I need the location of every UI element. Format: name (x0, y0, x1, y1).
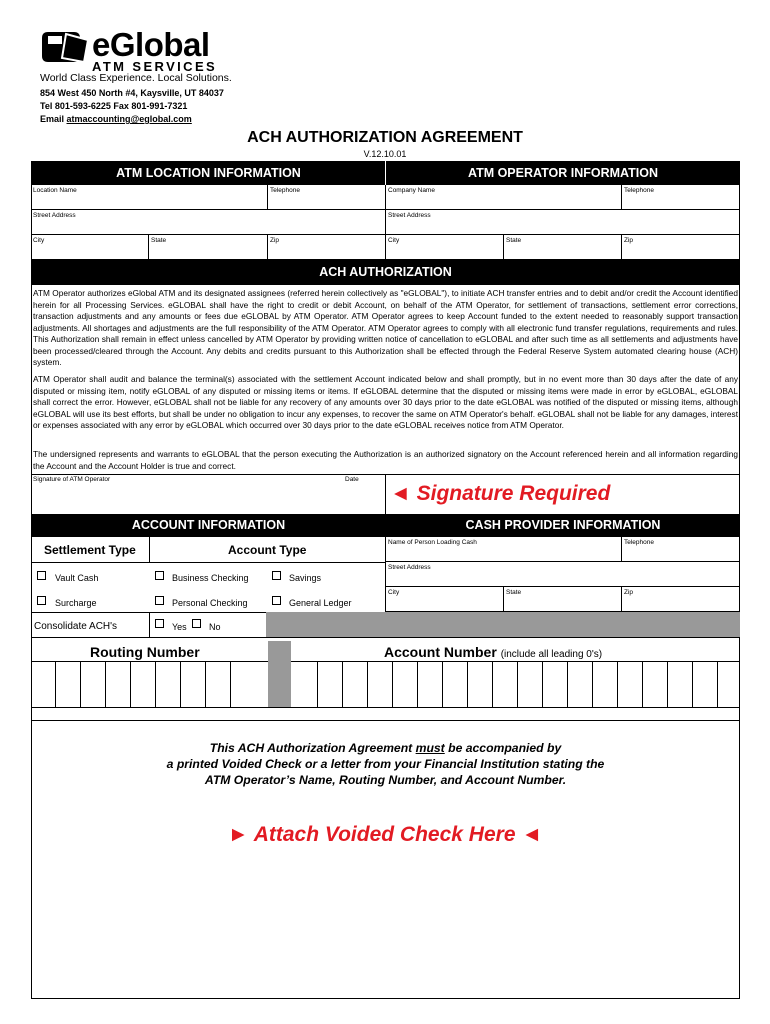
ach-paragraph-2: ATM Operator shall audit and balance the terminal(s) associated with the settlement Account indicated below and shall promptly, but in no event more than 30 days after the date of any disputed or missing item, notify eGLOBAL of any disputed or missing items or items. If eGLOBAL determine that the disputed or missing items were made in error by eGLOBAL, eGLOBAL shall correct the error. However, eGLOBAL shall not be liable for any recovery of any amounts over 30 days prior to the date eGLOBAL was notified of the disputed or missing items, although eGLOBAL will use its best efforts, but shall be under no obligation to incur any expenses, to recover the same on ATM Operator's behalf. eGLOBAL shall not be liable for any damages, interest or expenses associated with any error by eGLOBAL which occurred over 30 days prior to the date eGLOBAL receives notice from ATM Operator. (33, 374, 738, 430)
date-label: Date (345, 476, 359, 483)
consolidate-label: Consolidate ACH's (34, 621, 118, 632)
cash-person-label: Name of Person Loading Cash (388, 539, 477, 546)
account-number-label (384, 644, 602, 660)
operator-zip-field[interactable] (622, 235, 740, 260)
cash-provider-heading: CASH PROVIDER INFORMATION (386, 514, 740, 537)
notice-line-1 (31, 740, 740, 756)
location-street-field[interactable] (31, 210, 386, 235)
notice-line-3: ATM Operator’s Name, Routing Number, and Account Number. (204, 773, 567, 787)
surcharge-checkbox[interactable] (37, 596, 46, 605)
location-telephone-field[interactable] (268, 185, 386, 210)
page-title: ACH AUTHORIZATION AGREEMENT (247, 129, 523, 146)
cash-zip-field[interactable] (622, 587, 740, 612)
signature-required-note: ◄ Signature Required (390, 482, 611, 505)
consolidate-no-label: No (209, 622, 221, 632)
heading-divider (385, 161, 386, 185)
operator-zip-label: Zip (624, 237, 634, 244)
operator-state-field[interactable] (504, 235, 622, 260)
location-zip-field[interactable] (268, 235, 386, 260)
cash-zip-label: Zip (624, 589, 634, 596)
operator-company-field[interactable] (386, 185, 622, 210)
vault-cash-checkbox[interactable] (37, 571, 46, 580)
operator-heading: ATM OPERATOR INFORMATION (386, 161, 740, 185)
cash-street-field[interactable] (386, 562, 740, 587)
location-name-label: Location Name (33, 187, 77, 194)
account-type-rule (31, 562, 386, 563)
email-label: Email (40, 114, 67, 124)
company-email-line (40, 114, 192, 124)
location-heading: ATM LOCATION INFORMATION (31, 161, 386, 185)
ach-paragraph-1: ATM Operator authorizes eGlobal ATM and its designated assignees (referred herein collectively as "eGLOBAL"), to initiate ACH transfer entries and to debit and/or credit the Account identified herein for all Processing Services. eGLOBAL shall have the right to credit or debit Account, on behalf of the ATM Operator, for settlement of transactions, settlement error corrections, transaction adjustments and any amounts or fees due eGLOBAL by ATM Operator. ATM Operator agrees to keep Account funded to the extent needed to reasonably support transaction adjustments. All shortages and adjustments are the full responsibility of the ATM Operator. ATM Operator agrees to comply with all electronic fund transfer regulations, requirements and rules. This Authorization shall remain in effect unless cancelled by ATM Operator by providing written notice of cancellation to eGLOBAL and after such time as all settlements and adjustments have been processed/cleared through the Account. Any debits and credits pursuant to this Authorization shall be effected through the Federal Reserve System automated clearing house (ACH) system. (33, 288, 738, 367)
cash-state-label: State (506, 589, 522, 596)
notice-top-rule (31, 720, 740, 721)
location-state-field[interactable] (149, 235, 268, 260)
savings-checkbox[interactable] (272, 571, 281, 580)
routing-number-field[interactable] (31, 661, 268, 708)
location-street-label: Street Address (33, 212, 76, 219)
signature-field[interactable] (31, 476, 385, 514)
personal-checking-label: Personal Checking (172, 598, 248, 608)
general-ledger-checkbox[interactable] (272, 596, 281, 605)
brand-tagline: World Class Experience. Local Solutions. (40, 72, 232, 84)
routing-top-rule (31, 637, 740, 638)
operator-telephone-field[interactable] (622, 185, 740, 210)
location-state-label: State (151, 237, 167, 244)
operator-company-label: Company Name (388, 187, 435, 194)
settlement-type-label: Settlement Type (44, 543, 136, 557)
notice-line-1-b: be accompanied by (444, 741, 562, 755)
location-name-field[interactable] (31, 185, 268, 210)
account-number-note: (include all leading 0's) (500, 649, 603, 660)
ach-heading: ACH AUTHORIZATION (31, 260, 740, 285)
consolidate-no-checkbox[interactable] (192, 619, 201, 628)
general-ledger-label: General Ledger (289, 598, 352, 608)
operator-street-label: Street Address (388, 212, 431, 219)
attach-voided-check-note: ► Attach Voided Check Here ◄ (227, 823, 543, 846)
cash-city-field[interactable] (386, 587, 504, 612)
notice-line-1-a: This ACH Authorization Agreement (209, 741, 416, 755)
account-type-label: Account Type (228, 543, 307, 557)
location-city-label: City (33, 237, 45, 244)
cash-telephone-field[interactable] (622, 537, 740, 562)
cash-city-label: City (388, 589, 400, 596)
signature-divider (385, 474, 386, 514)
cash-telephone-label: Telephone (624, 539, 654, 546)
notice-line-2: a printed Voided Check or a letter from your Financial Institution stating the (166, 757, 605, 771)
operator-city-label: City (388, 237, 400, 244)
routing-number-label: Routing Number (90, 644, 200, 660)
consolidate-yes-label: Yes (172, 622, 187, 632)
location-telephone-label: Telephone (270, 187, 300, 194)
notice-must: must (415, 741, 445, 755)
version-label: V.12.10.01 (363, 149, 407, 159)
consolidate-yes-checkbox[interactable] (155, 619, 164, 628)
brand-name: eGlobal (92, 26, 210, 63)
cash-street-label: Street Address (388, 564, 431, 571)
personal-checking-checkbox[interactable] (155, 596, 164, 605)
brand-subname: ATM SERVICES (92, 59, 218, 74)
surcharge-label: Surcharge (55, 598, 97, 608)
operator-city-field[interactable] (386, 235, 504, 260)
operator-street-field[interactable] (386, 210, 740, 235)
business-checking-label: Business Checking (172, 573, 249, 583)
operator-state-label: State (506, 237, 522, 244)
account-number-title: Account Number (384, 644, 497, 660)
operator-telephone-label: Telephone (624, 187, 654, 194)
account-number-field[interactable] (291, 661, 740, 708)
savings-label: Savings (289, 573, 322, 583)
consolidate-divider (149, 612, 150, 637)
ach-paragraph-3: The undersigned represents and warrants to eGLOBAL that the person executing the Authorization is an authorized signatory on the Account referenced herein and all information regarding the Account and the Account Holder is true and correct. (33, 449, 738, 471)
account-type-divider (149, 537, 150, 562)
location-zip-label: Zip (270, 237, 280, 244)
company-address: 854 West 450 North #4, Kaysville, UT 84037 (40, 88, 224, 98)
card-logo-icon (40, 30, 90, 64)
company-phone-fax: Tel 801-593-6225 Fax 801-991-7321 (40, 101, 188, 111)
cash-state-field[interactable] (504, 587, 622, 612)
consolidate-shaded-area (266, 612, 386, 637)
cash-provider-shaded-area (386, 612, 740, 637)
business-checking-checkbox[interactable] (155, 571, 164, 580)
location-city-field[interactable] (31, 235, 149, 260)
email-link[interactable]: atmaccounting@eglobal.com (66, 114, 192, 124)
vault-cash-label: Vault Cash (55, 573, 99, 583)
signature-label: Signature of ATM Operator (33, 476, 111, 483)
cash-person-field[interactable] (386, 537, 622, 562)
account-heading: ACCOUNT INFORMATION (31, 514, 386, 537)
